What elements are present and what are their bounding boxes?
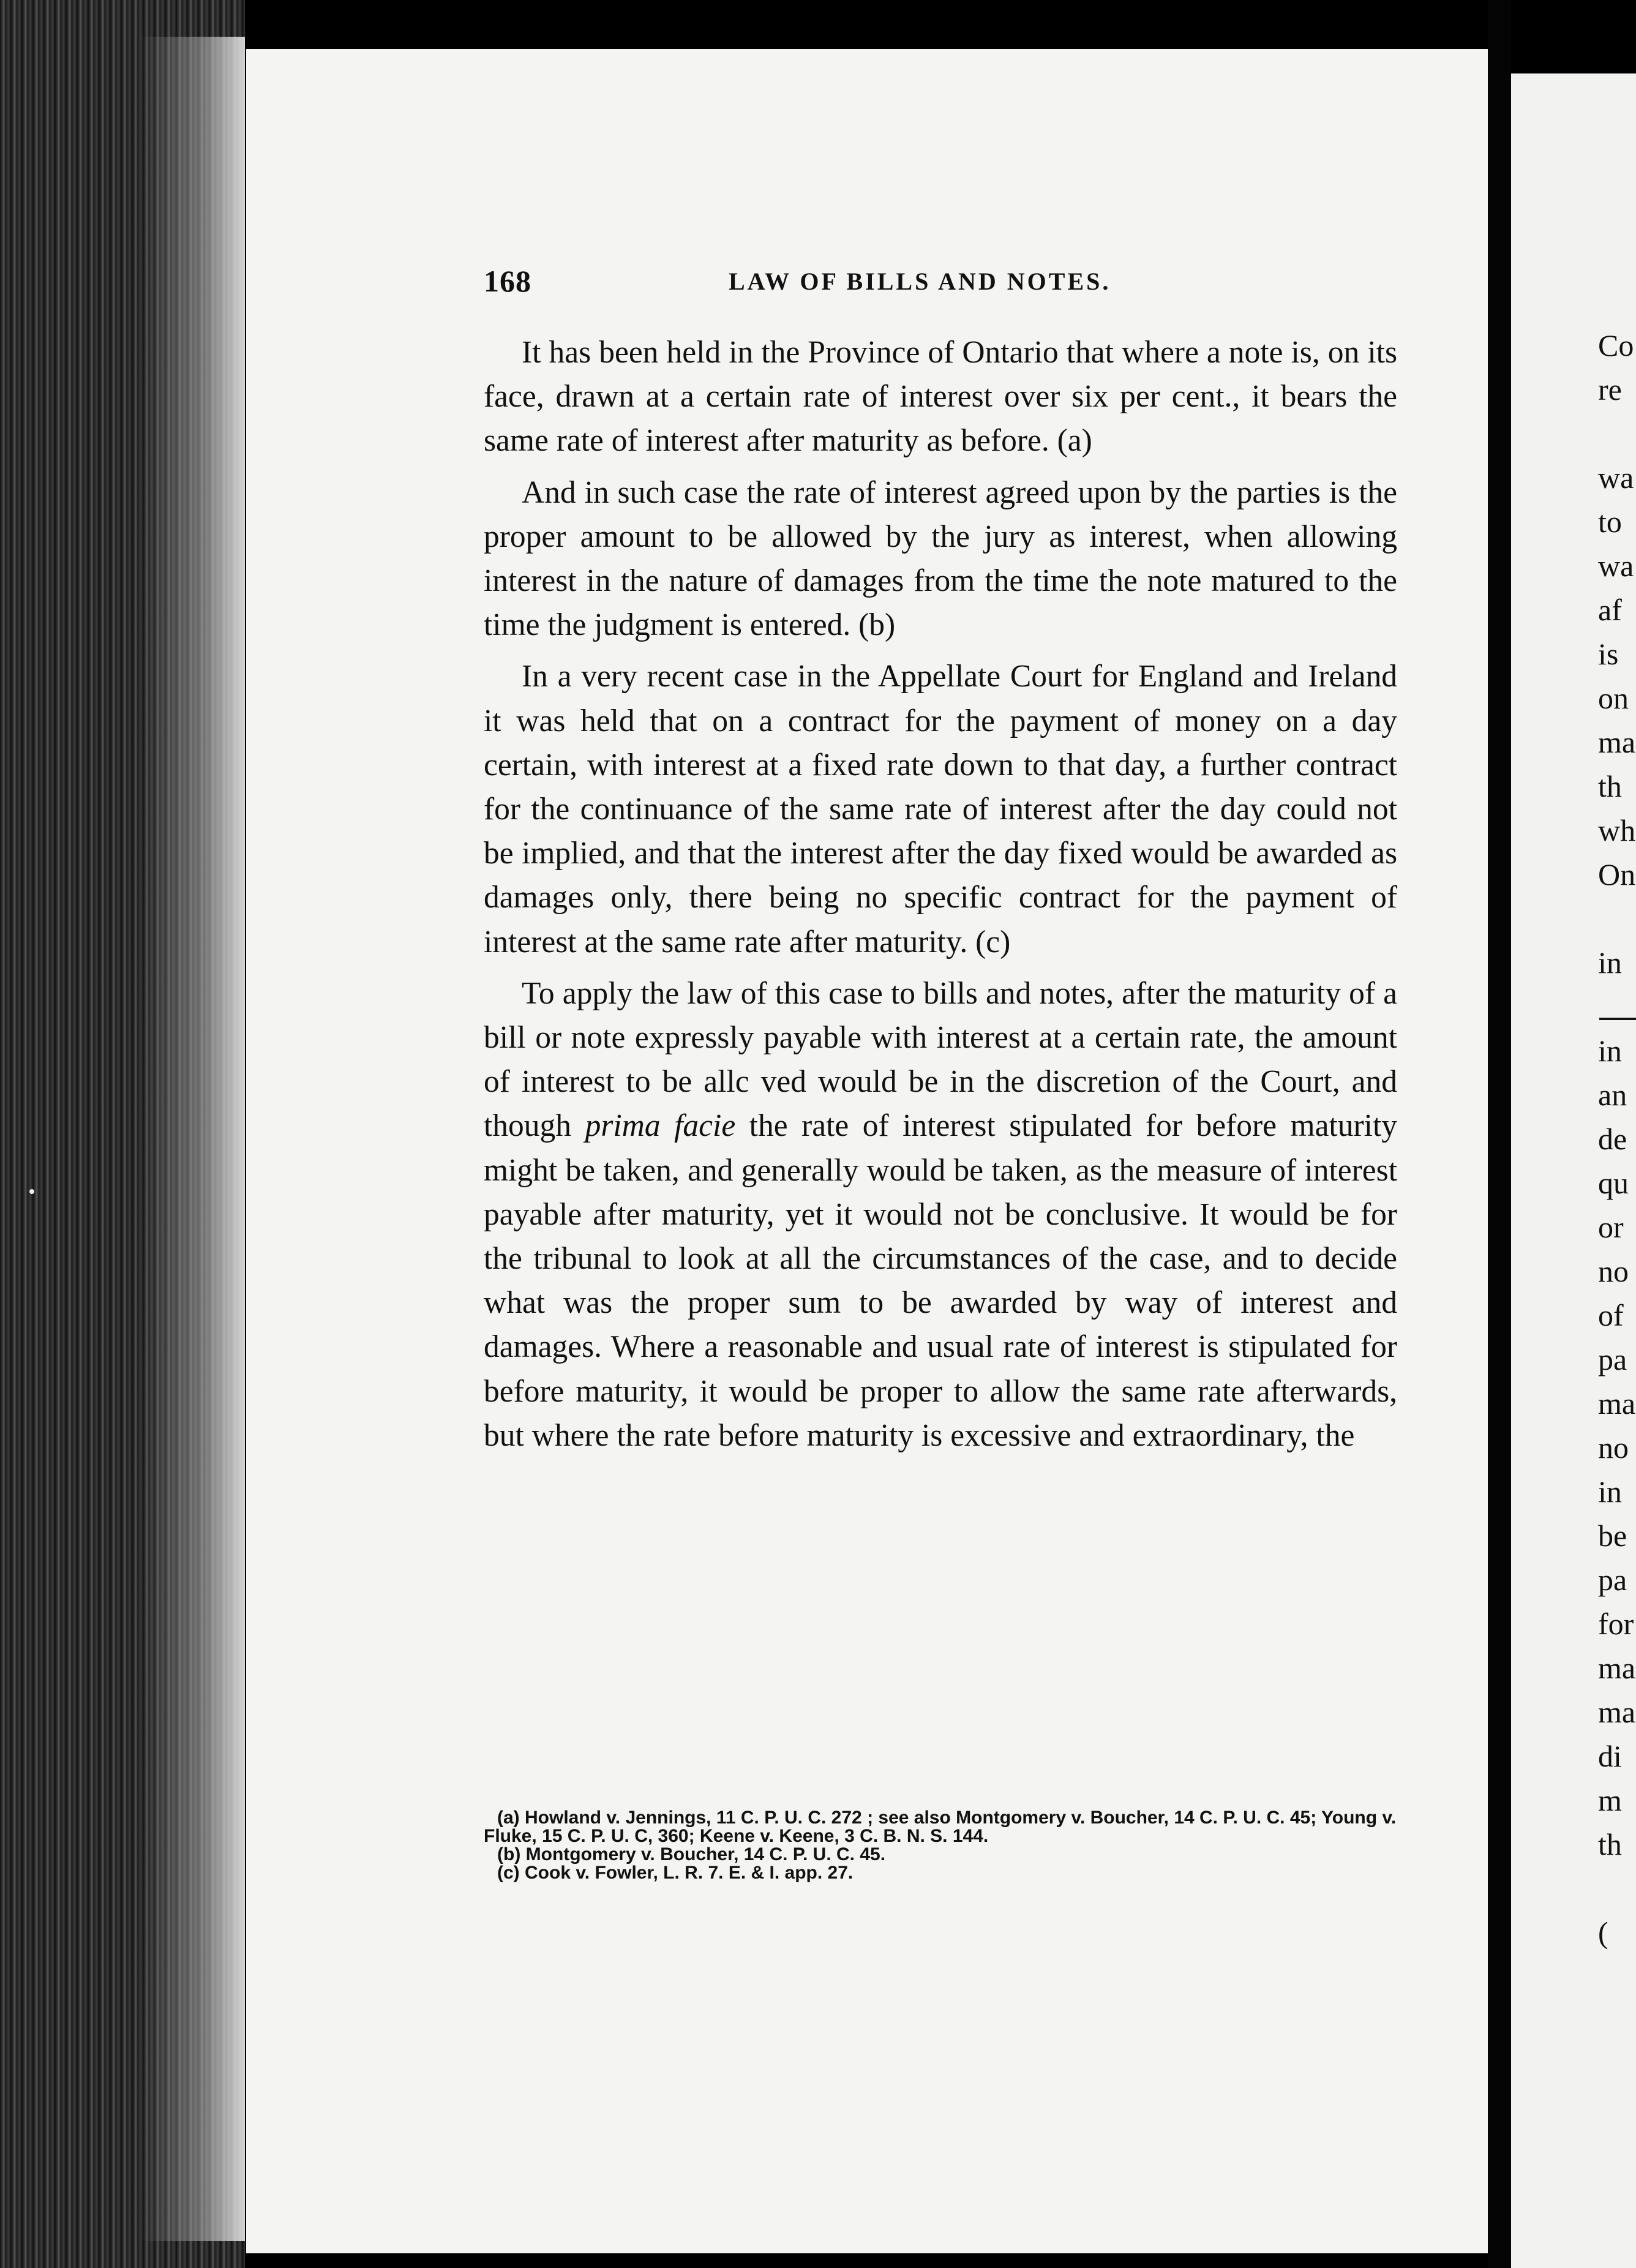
facing-page-fragment: de (1598, 1122, 1627, 1156)
facing-page-fragment: on (1598, 681, 1629, 715)
facing-page-fragment: pa (1598, 1342, 1627, 1376)
facing-page-fragment (1598, 985, 1636, 1029)
running-head: LAW OF BILLS AND NOTES. (729, 268, 1111, 295)
facing-page-fragment (1598, 411, 1636, 456)
facing-page-fragment: re (1598, 372, 1622, 407)
facing-page-fragment: th (1598, 1827, 1622, 1861)
facing-page-fragment: Co (1598, 328, 1634, 362)
paragraph: In a very recent case in the Appellate Court for England and Ireland it was held that on a contract for the payment of money on a day certain, with interest at a fixed rate down to that day, a further contract for the continuance of the same rate of interest after the day could not be implied, and that the interest after the day fixed would be awarded as damages only, there being no specific contract for the payment of interest at the same rate after maturity. (c) (484, 659, 1397, 959)
gutter (1488, 0, 1511, 2268)
facing-page-fragment: in (1598, 1034, 1622, 1068)
paragraph-text: the rate of interest stipulated for before maturity might be taken, and generally would be taken, as the measure of interest payable after maturity, yet it would not be conclusive. It would be for the tribunal to look at all the circumstances of the case, and to decide what was the proper sum to be awarded by way of interest and damages. Where a reasonable and usual rate of interest is stipulated for before maturity, it would be proper to allow the same rate afterwards, but where the rate before maturity is excessive and extraordinary, the (484, 1108, 1398, 1453)
facing-page-fragment: to (1598, 505, 1622, 539)
facing-page-fragment (1598, 896, 1636, 941)
facing-page-fragment: of (1598, 1298, 1624, 1332)
facing-page-fragment: wh (1598, 813, 1636, 847)
footnotes (484, 1809, 1402, 1882)
facing-page-fragment: af (1598, 593, 1622, 627)
facing-page-fragment: ma (1598, 725, 1636, 759)
facing-page-fragment: di (1598, 1739, 1622, 1773)
facing-page-fragment: m (1598, 1783, 1622, 1817)
body-text (484, 331, 1397, 1465)
facing-page-fragment: qu (1598, 1166, 1629, 1200)
facing-page-text (1598, 323, 1636, 1954)
footnote: (c) Cook v. Fowler, L. R. 7. E. & I. app. 27. (497, 1863, 854, 1883)
facing-page-fragment: pa (1598, 1563, 1627, 1597)
facing-page-fragment: wa (1598, 460, 1634, 495)
paragraph: It has been held in the Province of Ontario that where a note is, on its face, drawn at a certain rate of interest over six per cent., it bears the same rate of interest after maturity as before. (a) (484, 335, 1397, 459)
facing-page-fragment: th (1598, 769, 1622, 803)
facing-page-fragment: ma (1598, 1695, 1636, 1729)
facing-page-fragment: for (1598, 1607, 1634, 1641)
facing-page-fragment: is (1598, 637, 1619, 671)
footnote: (a) Howland v. Jennings, 11 C. P. U. C. 272 ; see also Montgomery v. Boucher, 14 C. P. U. C. 45; Young v. Fluke, 15 C. P. U. C, 360; Keene v. Keene, 3 C. B. N. S. 144. (484, 1808, 1397, 1846)
facing-page-fragment: an (1598, 1078, 1627, 1112)
facing-page-fragment: ma (1598, 1386, 1636, 1421)
paragraph-text: To apply the law of this case to bills and notes, after the maturity of a bill or note expressly payable with interest at a certain rate, the amount of interest to be allc ved would be in the discretion of the Court, and though (484, 975, 1397, 1144)
footnote: (b) Montgomery v. Boucher, 14 C. P. U. C. 45. (497, 1844, 886, 1864)
facing-page-fragment: or (1598, 1210, 1624, 1244)
facing-page-fragment: no (1598, 1254, 1629, 1288)
facing-page-fragment: ( (1598, 1915, 1608, 1950)
scan-speck (29, 1189, 34, 1194)
facing-page-fragment: be (1598, 1519, 1627, 1553)
page-number: 168 (484, 264, 531, 298)
facing-page-fragment: in (1598, 945, 1622, 980)
facing-page-fragment (1598, 1866, 1636, 1910)
facing-page-rule (1599, 1018, 1636, 1020)
paragraph (484, 972, 1397, 1458)
facing-page-fragment: wa (1598, 549, 1634, 583)
facing-page-fragment: ma (1598, 1651, 1636, 1685)
book-edge (0, 0, 245, 2268)
paragraph: And in such case the rate of interest agreed upon by the parties is the proper amount to be allowed by the jury as interest, when allowing interest in the nature of damages from the time the note matured to the time the judgment is entered. (b) (484, 475, 1397, 643)
facing-page-fragment: in (1598, 1474, 1622, 1509)
facing-page-fragment: On (1598, 857, 1636, 892)
facing-page-fragment: no (1598, 1430, 1629, 1465)
italic-phrase: prima facie (585, 1108, 736, 1144)
page-header (484, 263, 1402, 306)
